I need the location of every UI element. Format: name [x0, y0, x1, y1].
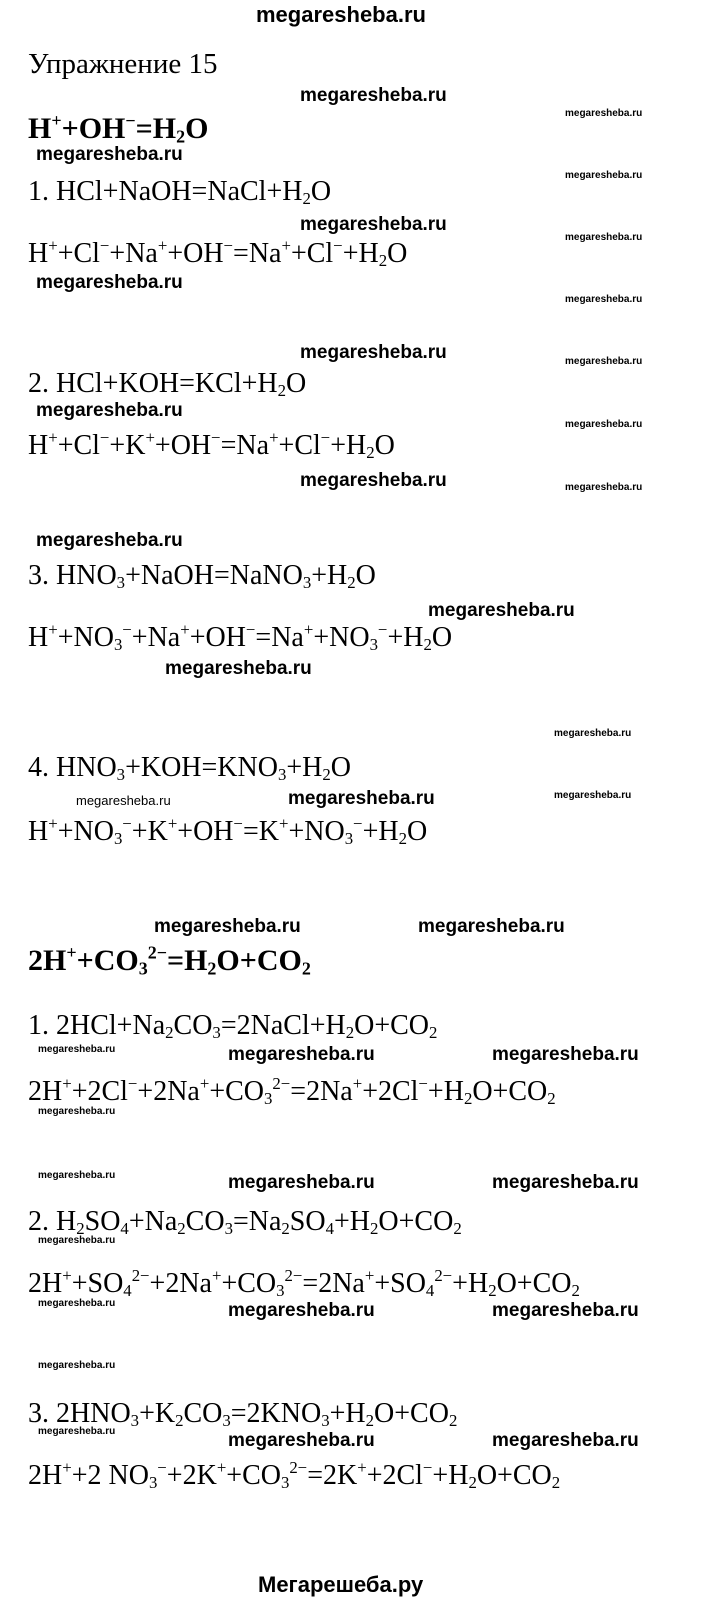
equation-ionic: $2H^++2Cl^-+2Na^++CO_3^{2-}=2Na^++2Cl^-+H_2O+CO_2$: [28, 1074, 556, 1109]
watermark: megaresheba.ru: [228, 1044, 375, 1065]
equation-molecular: 1. $HCl+NaOH=NaCl+H_2O$: [28, 176, 332, 209]
watermark: megaresheba.ru: [418, 916, 565, 937]
watermark: megaresheba.ru: [38, 1106, 116, 1117]
watermark: megaresheba.ru: [165, 658, 312, 679]
section-heading-1: $H^++OH^-=H_2O$: [28, 110, 209, 147]
watermark: megaresheba.ru: [76, 793, 171, 808]
watermark: megaresheba.ru: [492, 1430, 639, 1451]
watermark: megaresheba.ru: [228, 1172, 375, 1193]
equation-ionic: $H^++NO_3^-+Na^++OH^-=Na^++NO_3^-+H_2O$: [28, 620, 453, 655]
equation-molecular: 3. $2HNO_3+K_2CO_3=2KNO_3+H_2O+CO_2$: [28, 1398, 458, 1431]
watermark: megaresheba.ru: [38, 1235, 116, 1246]
watermark: megaresheba.ru: [492, 1044, 639, 1065]
footer-site-name: Мегарешеба.ру: [258, 1572, 424, 1597]
watermark: megaresheba.ru: [300, 342, 447, 363]
watermark: megaresheba.ru: [38, 1170, 116, 1181]
watermark: megaresheba.ru: [288, 788, 435, 809]
watermark: megaresheba.ru: [36, 530, 183, 551]
watermark: megaresheba.ru: [36, 144, 183, 165]
watermark: megaresheba.ru: [36, 272, 183, 293]
equation-molecular: 2. $HCl+KOH=KCl+H_2O$: [28, 368, 307, 401]
watermark: megaresheba.ru: [565, 356, 643, 367]
watermark: megaresheba.ru: [36, 400, 183, 421]
watermark: megaresheba.ru: [554, 790, 632, 801]
watermark: megaresheba.ru: [565, 232, 643, 243]
watermark: megaresheba.ru: [554, 728, 632, 739]
watermark: megaresheba.ru: [300, 85, 447, 106]
watermark: megaresheba.ru: [38, 1360, 116, 1371]
watermark: megaresheba.ru: [492, 1172, 639, 1193]
equation-ionic: $H^++NO_3^-+K^++OH^-=K^++NO_3^-+H_2O$: [28, 814, 428, 849]
watermark: megaresheba.ru: [38, 1044, 116, 1055]
equation-ionic: $2H^++SO_4^{2-}+2Na^++CO_3^{2-}=2Na^++SO_4^{2-}+H_2O+CO_2$: [28, 1266, 580, 1301]
page-title: Упражнение 15: [28, 48, 218, 80]
watermark: megaresheba.ru: [428, 600, 575, 621]
watermark: megaresheba.ru: [565, 419, 643, 430]
section-heading-2: $2H^++CO_3^{2-}=H_2O+CO_2$: [28, 942, 311, 979]
watermark: megaresheba.ru: [228, 1300, 375, 1321]
equation-ionic: $H^++Cl^-+K^++OH^-=Na^++Cl^-+H_2O$: [28, 428, 395, 463]
equation-molecular: 3. $HNO_3+NaOH=NaNO_3+H_2O$: [28, 560, 376, 593]
watermark: megaresheba.ru: [565, 482, 643, 493]
watermark: megaresheba.ru: [38, 1298, 116, 1309]
watermark: megaresheba.ru: [300, 470, 447, 491]
watermark: megaresheba.ru: [565, 170, 643, 181]
equation-molecular: 4. $HNO_3+KOH=KNO_3+H_2O$: [28, 752, 351, 785]
watermark: megaresheba.ru: [228, 1430, 375, 1451]
watermark: megaresheba.ru: [300, 214, 447, 235]
watermark: megaresheba.ru: [565, 294, 643, 305]
header-site-name: megaresheba.ru: [256, 2, 426, 27]
equation-molecular: 2. $H_2SO_4+Na_2CO_3=Na_2SO_4+H_2O+CO_2$: [28, 1206, 462, 1239]
watermark: megaresheba.ru: [565, 108, 643, 119]
watermark: megaresheba.ru: [38, 1426, 116, 1437]
equation-ionic: 2H++2 $NO_3^-+2K^++CO_3^{2-}=2K^++2Cl^-+H_2O+CO_2$: [28, 1458, 561, 1493]
equation-molecular: 1. $2HCl+Na_2CO_3=2NaCl+H_2O+CO_2$: [28, 1010, 438, 1043]
watermark: megaresheba.ru: [154, 916, 301, 937]
equation-ionic: $H^++Cl^-+Na^++OH^-=Na^++Cl^-+H_2O$: [28, 236, 408, 271]
watermark: megaresheba.ru: [492, 1300, 639, 1321]
